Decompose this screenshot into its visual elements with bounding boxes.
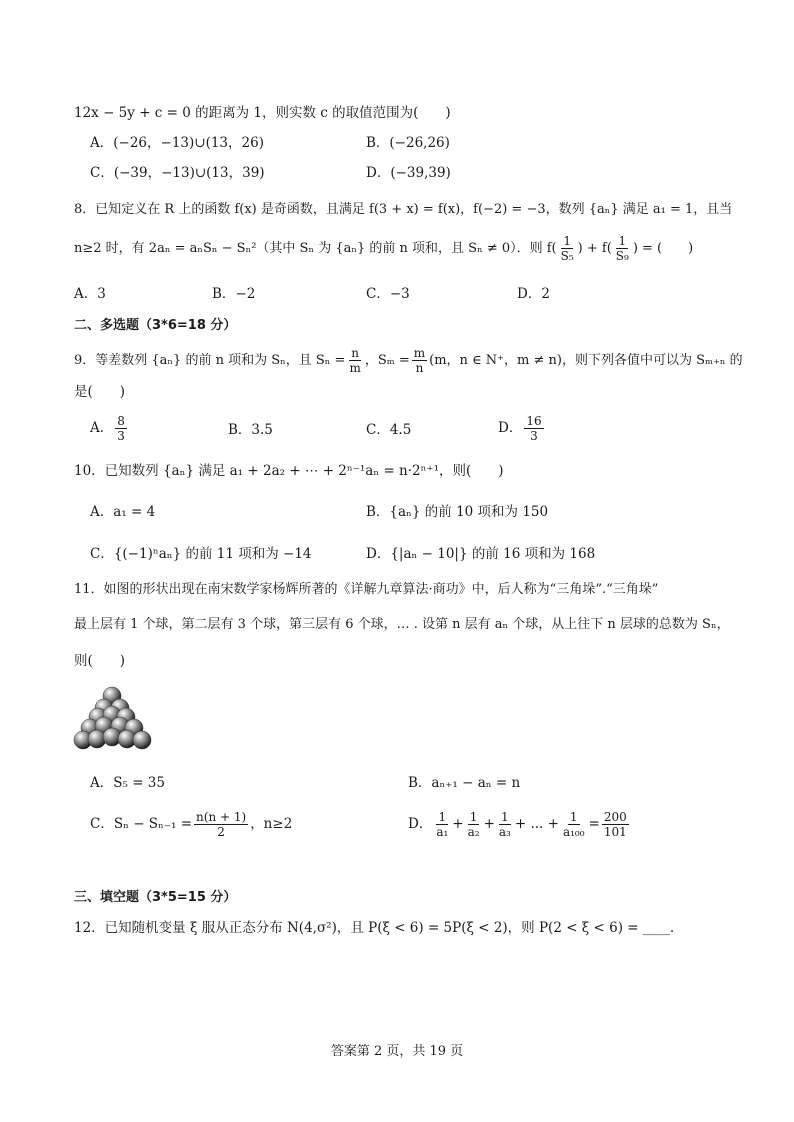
q8-frac-2: $\frac{1}{\text{S₉}}$ [615, 234, 629, 263]
q9-option-c: C．4.5 [366, 422, 412, 438]
q7-option-b: B．(−26,26) [366, 135, 450, 151]
q8-mid: ) + f( [577, 241, 612, 256]
q11-option-b: B．aₙ₊₁ − aₙ = n [408, 775, 521, 791]
ball-pile-image [72, 684, 156, 754]
q8-line2 [74, 234, 693, 263]
q8-option-d: D．2 [517, 286, 550, 302]
q11-line2: 最上层有 1 个球，第二层有 3 个球，第三层有 6 个球，… . 设第 n 层有 aₙ 个球，从上往下 n 层球的总数为 Sₙ， [74, 617, 730, 632]
q11-option-a: A．S₅ = 35 [90, 775, 165, 791]
q9-option-d: D． $\frac{16}{3}$ [498, 414, 542, 443]
q8-option-c: C．−3 [366, 286, 410, 302]
section-3-heading: 三、填空题（3*5=15 分） [74, 890, 237, 905]
q8-frac-1: $\frac{1}{\text{S₅}}$ [560, 234, 574, 263]
page-footer: 答案第 2 页，共 19 页 [330, 1044, 464, 1059]
q9-line2: 是( ) [74, 384, 126, 400]
q10-option-b: B．{aₙ} 的前 10 项和为 150 [366, 504, 549, 520]
q8-line1: 8．已知定义在 R 上的函数 f(x) 是奇函数，且满足 f(3 + x) = f(x)，f(−2) = −3，数列 {aₙ} 满足 a₁ = 1，且当 [74, 202, 733, 217]
q9-option-a: A． $\frac{8}{3}$ [90, 414, 125, 443]
q10-option-c: C．{(−1)ⁿaₙ} 的前 11 项和为 −14 [90, 546, 312, 562]
q12-text: 12．已知随机变量 ξ 服从正态分布 N(4,σ²)，且 P(ξ < 6) = 5P(ξ < 2)，则 P(2 < ξ < 6) = ____. [74, 920, 675, 936]
q9-frac-1: $\frac{n}{m}$ [349, 346, 361, 375]
q10-option-a: A．a₁ = 4 [90, 504, 156, 520]
q9-line1: 9．等差数列 {aₙ} 的前 n 项和为 Sₙ，且 Sₙ = $\frac{n}{m}$ ，Sₘ = $\frac{m}{n}$ (m，n ∈ N⁺，m ≠ n)，则下列各值中可以为 Sₘ₊ₙ 的 [74, 346, 743, 375]
q10-option-d: D．{|aₙ − 10|} 的前 16 项和为 168 [366, 546, 596, 562]
q7-option-c: C．(−39，−13)∪(13，39) [90, 165, 265, 181]
q8-line2-pre: n≥2 时，有 2aₙ = aₙSₙ − Sₙ²（其中 Sₙ 为 {aₙ} 的前 n 项和，且 Sₙ ≠ 0）．则 f( [74, 241, 557, 256]
q9-option-b: B．3.5 [228, 422, 273, 438]
q7-text: 12x − 5y + c = 0 的距离为 1，则实数 c 的取值范围为( ) [74, 105, 451, 121]
q11-line1: 11．如图的形状出现在南宋数学家杨辉所著的《详解九章算法·商功》中，后人称为“三角垛”.“三角垛” [74, 582, 659, 597]
q11-line3: 则( ) [74, 653, 126, 669]
q9-frac-2: $\frac{m}{n}$ [413, 346, 426, 375]
q8-line2-post: ) = ( ) [632, 241, 694, 256]
section-2-heading: 二、多选题（3*6=18 分） [74, 318, 237, 333]
q10-text: 10．已知数列 {aₙ} 满足 a₁ + 2a₂ + ⋯ + 2ⁿ⁻¹aₙ = n·2ⁿ⁺¹，则( ) [74, 463, 504, 479]
q11-option-c: C．Sₙ − Sₙ₋₁ = $\frac{n(n + 1)}{2}$ ，n≥2 [90, 810, 293, 839]
q7-option-d: D．(−39,39) [366, 165, 451, 181]
q8-option-b: B．−2 [212, 286, 256, 302]
q8-option-a: A．3 [74, 286, 106, 302]
q11-option-d: D． $\frac{1}{\text{a₁}}$ + $\frac{1}{\text{a₂}}$ + $\frac{1}{\text{a₃}}$ + ... + $\frac{1}{\text{a₁₀₀}}$ = $\frac{200}{101}$ [408, 810, 627, 839]
q7-option-a: A．(−26，−13)∪(13，26) [90, 135, 264, 151]
